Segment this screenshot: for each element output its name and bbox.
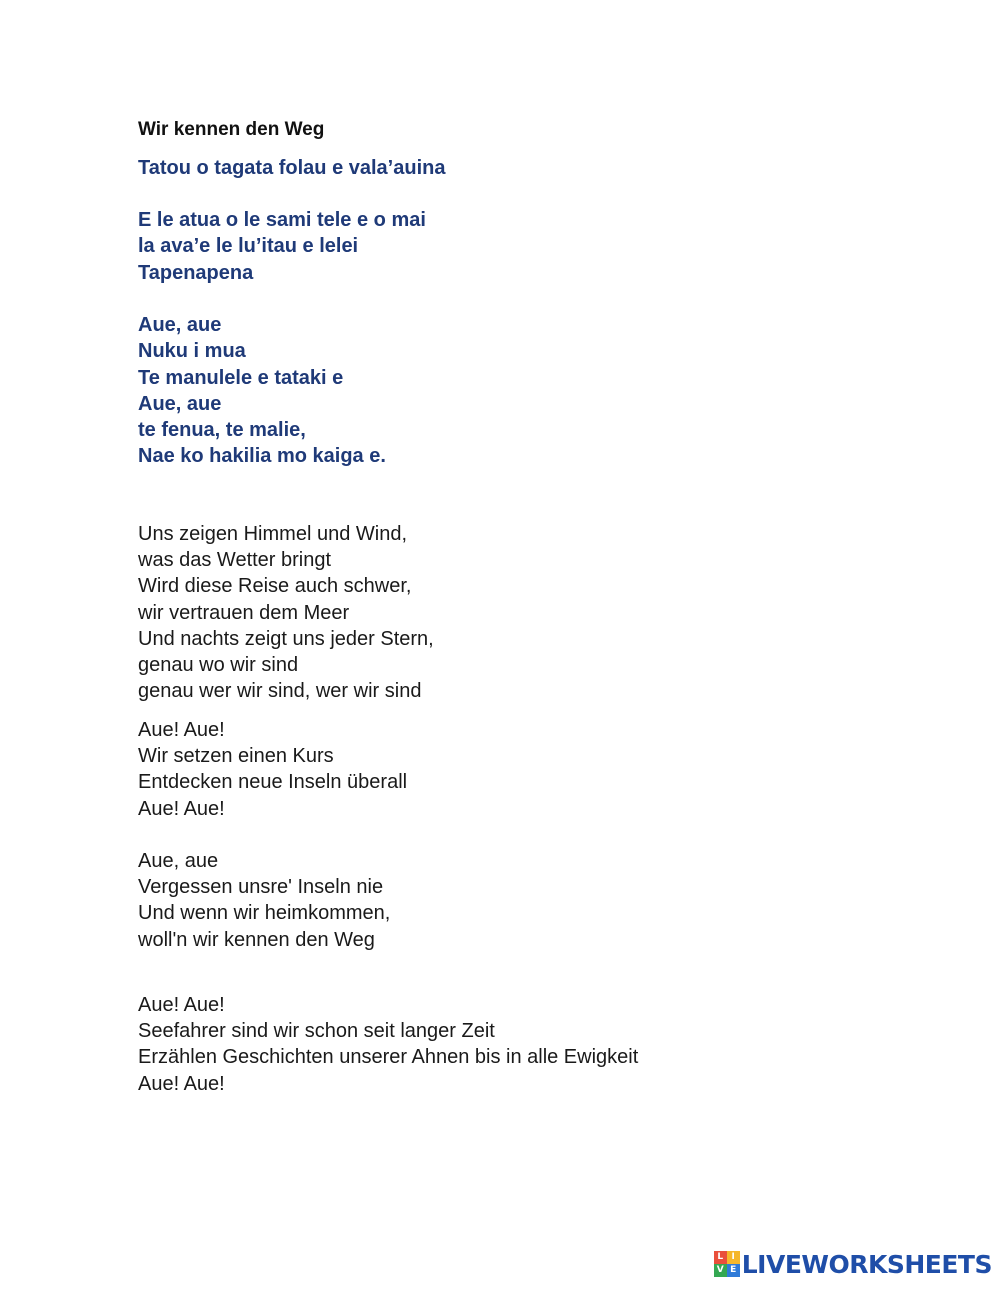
lyric-line: E le atua o le sami tele e o mai [138,209,426,231]
lyric-line: Aue, aue [138,850,219,872]
lyric-line: Aue! Aue! [138,994,225,1016]
lyric-line: genau wo wir sind [138,654,299,677]
stanza-samoan-3 [138,312,386,470]
lyric-line: Entdecken neue Inseln überall [138,771,408,794]
lyric-line: Seefahrer sind wir schon seit langer Zeit [138,1020,495,1043]
lyric-line: Erzählen Geschichten unserer Ahnen bis in alle Ewigkeit [138,1046,639,1069]
lyric-line: Wir setzen einen Kurs [138,745,334,768]
lyric-line: Tapenapena [138,261,254,284]
logo-letter: V [714,1264,727,1277]
brand-wordmark: LIVEWORKSHEETS [741,1249,992,1279]
lyric-line: Aue! Aue! [138,797,225,820]
stanza-german-2 [138,717,407,822]
lyric-line: Wird diese Reise auch schwer, [138,575,412,598]
lyric-line: Aue, aue [138,314,222,336]
lyric-line: was das Wetter bringt [138,549,332,572]
lyric-line: genau wer wir sind, wer wir sind [138,680,422,703]
lyric-line: Und nachts zeigt uns jeder Stern, [138,627,434,650]
liveworksheets-logo-icon [714,1251,740,1277]
stanza-samoan-2 [138,207,426,286]
logo-letter: I [727,1251,740,1264]
lyric-line: te fenua, te malie, [138,419,306,442]
logo-letter: E [727,1264,740,1277]
lyric-line: Aue, aue [138,392,222,415]
stanza-samoan-1 [138,155,445,181]
lyric-line: woll'n wir kennen den Weg [138,928,375,951]
lyric-line: Nae ko hakilia mo kaiga e. [138,445,386,468]
lyric-line: Tatou o tagata folau e vala’auina [138,157,446,179]
lyric-line: Und wenn wir heimkommen, [138,902,391,925]
lyric-line: la ava’e le lu’itau e lelei [138,235,359,258]
lyric-line: wir vertrauen dem Meer [138,601,350,624]
lyric-line: Vergessen unsre' Inseln nie [138,876,384,899]
logo-letter: L [714,1251,727,1264]
lyric-line: Nuku i mua [138,340,246,363]
lyric-line: Aue! Aue! [138,1072,225,1095]
lyric-line: Aue! Aue! [138,719,225,741]
liveworksheets-brand [714,1249,992,1279]
lyric-line: Uns zeigen Himmel und Wind, [138,523,407,545]
lyric-line: Te manulele e tataki e [138,366,344,389]
stanza-german-4 [138,992,638,1097]
stanza-german-1 [138,521,434,704]
stanza-german-3 [138,848,390,953]
song-title: Wir kennen den Weg [138,119,325,140]
